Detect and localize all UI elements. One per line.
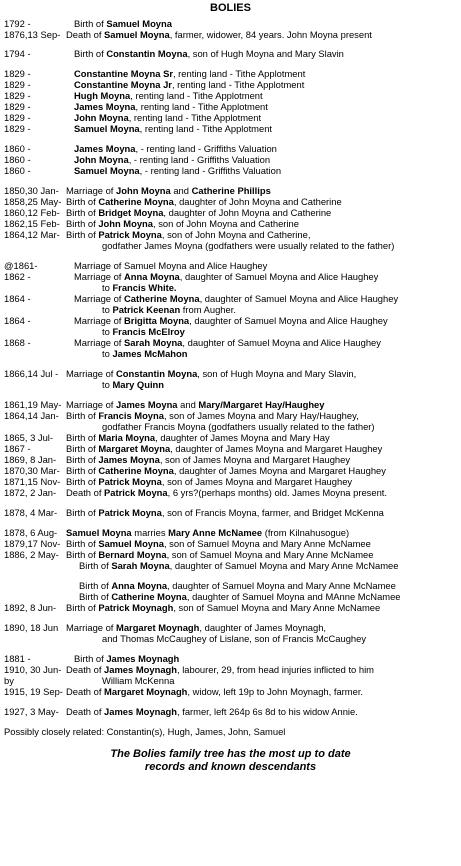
person-name: Catherine Phillips — [191, 185, 271, 196]
record-text: Birth of James Moyna, son of James Moyna and Margaret Haughey — [66, 454, 351, 465]
record-date: 1862,15 Feb- — [4, 218, 60, 229]
record-date: 1860 - — [4, 143, 31, 154]
person-name: Catherine Moyna — [111, 591, 187, 602]
record-text: Marriage of Brigitta Moyna, daughter of Samuel Moyna and Alice Haughey — [74, 315, 388, 326]
person-name: Patrick Keenan — [112, 304, 181, 315]
record-text: Birth of John Moyna, son of John Moyna and Catherine — [66, 218, 299, 229]
record-date: 1792 - — [4, 18, 31, 29]
record-text: Constantine Moyna Jr, renting land - Tithe Applotment — [74, 79, 305, 90]
person-name: Bridget Moyna — [98, 207, 164, 218]
record-date: 1892, 8 Jun- — [4, 602, 57, 613]
record-line — [4, 527, 459, 538]
record-line — [4, 165, 459, 176]
record-text: Death of Samuel Moyna, farmer, widower, 84 years. John Moyna present — [66, 29, 372, 40]
person-name: Bernard Moyna — [98, 549, 167, 560]
person-name: Hugh Moyna — [74, 90, 131, 101]
record-text: to James McMahon — [102, 348, 188, 359]
person-name: Samuel Moyna — [74, 165, 140, 176]
record-text: Birth of James Moynagh — [74, 653, 180, 664]
record-text: to Francis McElroy — [102, 326, 185, 337]
record-date: 1927, 3 May- — [4, 706, 59, 717]
person-name: Maria Moyna — [98, 432, 156, 443]
record-date: 1881 - — [4, 653, 31, 664]
record-line — [4, 315, 459, 326]
footer-line: The Bolies family tree has the most up to date — [110, 748, 351, 760]
record-line — [4, 465, 459, 476]
person-name: Constantine Moyna Jr — [74, 79, 172, 90]
record-line — [4, 454, 459, 465]
record-date: @1861- — [4, 260, 38, 271]
record-line — [4, 101, 459, 112]
record-line — [4, 185, 459, 196]
record-text: Constantine Moyna Sr, renting land - Tithe Applotment — [74, 68, 306, 79]
person-name: Brigitta Moyna — [124, 315, 190, 326]
record-date: 1869, 8 Jan- — [4, 454, 57, 465]
record-line — [4, 68, 459, 79]
person-name: Sarah Moyna — [111, 560, 170, 571]
record-text: Death of Patrick Moyna, 6 yrs?(perhaps months) old. James Moyna present. — [66, 487, 387, 498]
record-text: John Moyna, - renting land - Griffiths Valuation — [74, 154, 271, 165]
person-name: Margaret Moynagh — [104, 686, 188, 697]
person-name: Catherine Moyna — [124, 293, 200, 304]
person-name: Mary Quinn — [112, 379, 165, 390]
record-date: 1878, 4 Mar- — [4, 507, 58, 518]
person-name: John Moyna — [116, 185, 171, 196]
person-name: Mary/Margaret Hay/Haughey — [198, 399, 325, 410]
record-text: Hugh Moyna, renting land - Tithe Applotment — [74, 90, 263, 101]
record-date: 1829 - — [4, 123, 31, 134]
record-line — [4, 399, 459, 410]
record-date: 1861,19 May- — [4, 399, 62, 410]
record-line — [4, 664, 459, 675]
record-date: 1866,14 Jul - — [4, 368, 59, 379]
record-date: 1829 - — [4, 68, 31, 79]
record-text: Birth of Samuel Moyna, son of Samuel Moyna and Mary Anne McNamee — [66, 538, 371, 549]
record-line — [4, 538, 459, 549]
record-text: Marriage of Sarah Moyna, daughter of Samuel Moyna and Alice Haughey — [74, 337, 381, 348]
record-text: Marriage of Constantin Moyna, son of Hugh Moyna and Mary Slavin, — [66, 368, 357, 379]
record-date: 1878, 6 Aug- — [4, 527, 58, 538]
record-text: Birth of Patrick Moynagh, son of Samuel Moyna and Mary Anne McNamee — [66, 602, 381, 613]
record-text: Birth of Anna Moyna, daughter of Samuel Moyna and Mary Anne McNamee — [79, 580, 396, 591]
person-name: John Moyna — [74, 112, 129, 123]
record-date: 1864 - — [4, 315, 31, 326]
record-text: James Moyna, - renting land - Griffiths Valuation — [74, 143, 277, 154]
record-text: James Moyna, renting land - Tithe Applotment — [74, 101, 268, 112]
record-date: 1890, 18 Jun — [4, 622, 59, 633]
person-name: James Moyna — [74, 101, 136, 112]
record-date: 1870,30 Mar- — [4, 465, 60, 476]
record-line — [4, 602, 459, 613]
record-text: Birth of Catherine Moyna, daughter of John Moyna and Catherine — [66, 196, 342, 207]
record-date: 1794 - — [4, 48, 31, 59]
record-text: Marriage of Anna Moyna, daughter of Samuel Moyna and Alice Haughey — [74, 271, 379, 282]
record-date: 1872, 2 Jan- — [4, 487, 57, 498]
record-line — [4, 686, 459, 697]
page-title: BOLIES — [210, 2, 251, 14]
record-line — [4, 293, 459, 304]
person-name: Francis White. — [112, 282, 177, 293]
record-line — [4, 143, 459, 154]
record-line — [4, 706, 459, 717]
person-name: James Moynagh — [104, 664, 177, 675]
record-text: Samuel Moyna, - renting land - Griffiths Valuation — [74, 165, 282, 176]
record-line — [4, 123, 459, 134]
person-name: Patrick Moyna — [98, 229, 162, 240]
record-text: Marriage of John Moyna and Catherine Phillips — [66, 185, 271, 196]
person-name: Sarah Moyna — [124, 337, 183, 348]
record-text: Birth of Catherine Moyna, daughter of James Moyna and Margaret Haughey — [66, 465, 386, 476]
record-line — [4, 207, 459, 218]
record-line — [4, 368, 459, 379]
record-line — [4, 549, 459, 560]
record-text: Birth of Patrick Moyna, son of Francis Moyna, farmer, and Bridget McKenna — [66, 507, 384, 518]
record-text: Birth of Patrick Moyna, son of John Moyna and Catherine, — [66, 229, 311, 240]
person-name: Samuel Moyna — [104, 29, 170, 40]
record-text: John Moyna, renting land - Tithe Applotment — [74, 112, 262, 123]
record-line — [4, 476, 459, 487]
record-text: godfather Francis Moyna (godfathers usually related to the father) — [102, 421, 375, 432]
person-name: James Moynagh — [104, 706, 177, 717]
footer-note — [0, 748, 461, 774]
record-date: 1829 - — [4, 112, 31, 123]
record-date: 1886, 2 May- — [4, 549, 59, 560]
record-line — [4, 90, 459, 101]
record-line — [4, 410, 459, 421]
person-name: James Moyna — [116, 399, 178, 410]
record-date: 1862 - — [4, 271, 31, 282]
record-date: 1867 - — [4, 443, 31, 454]
person-name: Patrick Moyna — [98, 476, 162, 487]
record-text: Marriage of James Moyna and Mary/Margaret Hay/Haughey — [66, 399, 325, 410]
record-text: Marriage of Samuel Moyna and Alice Haughey — [74, 260, 268, 271]
record-text: Death of James Moynagh, labourer, 29, from head injuries inflicted to him — [66, 664, 374, 675]
record-date: by — [4, 675, 14, 686]
record-line — [4, 18, 459, 29]
record-text: to Francis White. — [102, 282, 177, 293]
person-name: Constantin Moyna — [116, 368, 198, 379]
record-text: Birth of Bridget Moyna, daughter of John Moyna and Catherine — [66, 207, 332, 218]
record-date: 1864 - — [4, 293, 31, 304]
record-date: 1876,13 Sep- — [4, 29, 61, 40]
record-line — [4, 112, 459, 123]
record-line — [4, 337, 459, 348]
record-text: Birth of Sarah Moyna, daughter of Samuel Moyna and Mary Anne McNamee — [79, 560, 399, 571]
record-text: Birth of Bernard Moyna, son of Samuel Moyna and Mary Anne McNamee — [66, 549, 374, 560]
record-line — [4, 271, 459, 282]
record-date: 1829 - — [4, 79, 31, 90]
record-date: 1868 - — [4, 337, 31, 348]
record-line — [4, 675, 459, 686]
record-line — [4, 622, 459, 633]
record-line — [4, 229, 459, 240]
record-text: Death of James Moynagh, farmer, left 264p 6s 8d to his widow Annie. — [66, 706, 358, 717]
record-date: 1871,15 Nov- — [4, 476, 61, 487]
record-text: Samuel Moyna marries Mary Anne McNamee (from Kilnahusogue) — [66, 527, 350, 538]
person-name: Patrick Moyna — [104, 487, 168, 498]
person-name: Mary Anne McNamee — [168, 527, 263, 538]
record-date: 1865, 3 Jul- — [4, 432, 53, 443]
person-name: John Moyna — [74, 154, 129, 165]
record-text: Birth of Samuel Moyna — [74, 18, 172, 29]
record-line — [4, 79, 459, 90]
record-line — [4, 432, 459, 443]
record-date: 1864,14 Jan- — [4, 410, 59, 421]
footer-line: records and known descendants — [144, 761, 317, 773]
record-text: Marriage of Catherine Moyna, daughter of Samuel Moyna and Alice Haughey — [74, 293, 399, 304]
person-name: James Moyna — [74, 143, 136, 154]
record-date: 1829 - — [4, 90, 31, 101]
record-line — [4, 260, 459, 271]
person-name: James McMahon — [112, 348, 188, 359]
record-text: Death of Margaret Moynagh, widow, left 19p to John Moynagh, farmer. — [66, 686, 364, 697]
record-text: Birth of Patrick Moyna, son of James Moyna and Margaret Haughey — [66, 476, 353, 487]
person-name: Patrick Moynagh — [98, 602, 174, 613]
record-text: Birth of Margaret Moyna, daughter of James Moyna and Margaret Haughey — [66, 443, 383, 454]
person-name: Francis McElroy — [112, 326, 185, 337]
record-text: Birth of Francis Moyna, son of James Moyna and Mary Hay/Haughey, — [66, 410, 359, 421]
record-text: William McKenna — [102, 675, 175, 686]
person-name: Constantine Moyna Sr — [74, 68, 173, 79]
person-name: Francis Moyna — [98, 410, 164, 421]
record-text: and Thomas McCaughey of Lislane, son of Francis McCaughey — [102, 633, 367, 644]
record-date: 1910, 30 Jun- — [4, 664, 62, 675]
record-date: 1829 - — [4, 101, 31, 112]
person-name: Anna Moyna — [124, 271, 180, 282]
record-date: 1864,12 Mar- — [4, 229, 60, 240]
person-name: Margaret Moynagh — [116, 622, 200, 633]
record-text: godfather James Moyna (godfathers were usually related to the father) — [102, 240, 395, 251]
record-line — [4, 196, 459, 207]
record-line — [4, 154, 459, 165]
record-date: 1860 - — [4, 165, 31, 176]
person-name: Catherine Moyna — [98, 196, 174, 207]
record-text: to Patrick Keenan from Augher. — [102, 304, 236, 315]
record-date: 1860,12 Feb- — [4, 207, 60, 218]
record-line — [4, 487, 459, 498]
record-date: 1879,17 Nov- — [4, 538, 61, 549]
record-date: 1850,30 Jan- — [4, 185, 59, 196]
person-name: Samuel Moyna — [98, 538, 164, 549]
person-name: John Moyna — [98, 218, 154, 229]
person-name: James Moyna — [98, 454, 160, 465]
record-text: to Mary Quinn — [102, 379, 165, 390]
record-text: Marriage of Margaret Moynagh, daughter of James Moynagh, — [66, 622, 327, 633]
record-line — [4, 218, 459, 229]
person-name: James Moynagh — [106, 653, 180, 664]
person-name: Samuel Moyna — [66, 527, 132, 538]
record-text: Birth of Constantin Moyna, son of Hugh Moyna and Mary Slavin — [74, 48, 344, 59]
record-date: Possibly closely related: Constantin(s), Hugh, James, John, Samuel — [4, 726, 286, 737]
record-line — [4, 653, 459, 664]
record-date: 1860 - — [4, 154, 31, 165]
person-name: Patrick Moyna — [98, 507, 162, 518]
record-line — [4, 507, 459, 518]
record-line — [4, 443, 459, 454]
record-text: Birth of Maria Moyna, daughter of James Moyna and Mary Hay — [66, 432, 330, 443]
person-name: Samuel Moyna — [106, 18, 172, 29]
person-name: Anna Moyna — [111, 580, 168, 591]
record-text: Samuel Moyna, renting land - Tithe Applotment — [74, 123, 273, 134]
person-name: Catherine Moyna — [98, 465, 174, 476]
record-line — [4, 726, 459, 737]
record-date: 1915, 19 Sep- — [4, 686, 63, 697]
record-line — [4, 48, 459, 59]
record-date: 1858,25 May- — [4, 196, 62, 207]
person-name: Margaret Moyna — [98, 443, 171, 454]
record-line — [4, 29, 459, 40]
record-text: Birth of Catherine Moyna, daughter of Samuel Moyna and MAnne McNamee — [79, 591, 401, 602]
person-name: Samuel Moyna — [74, 123, 140, 134]
person-name: Constantin Moyna — [106, 48, 188, 59]
